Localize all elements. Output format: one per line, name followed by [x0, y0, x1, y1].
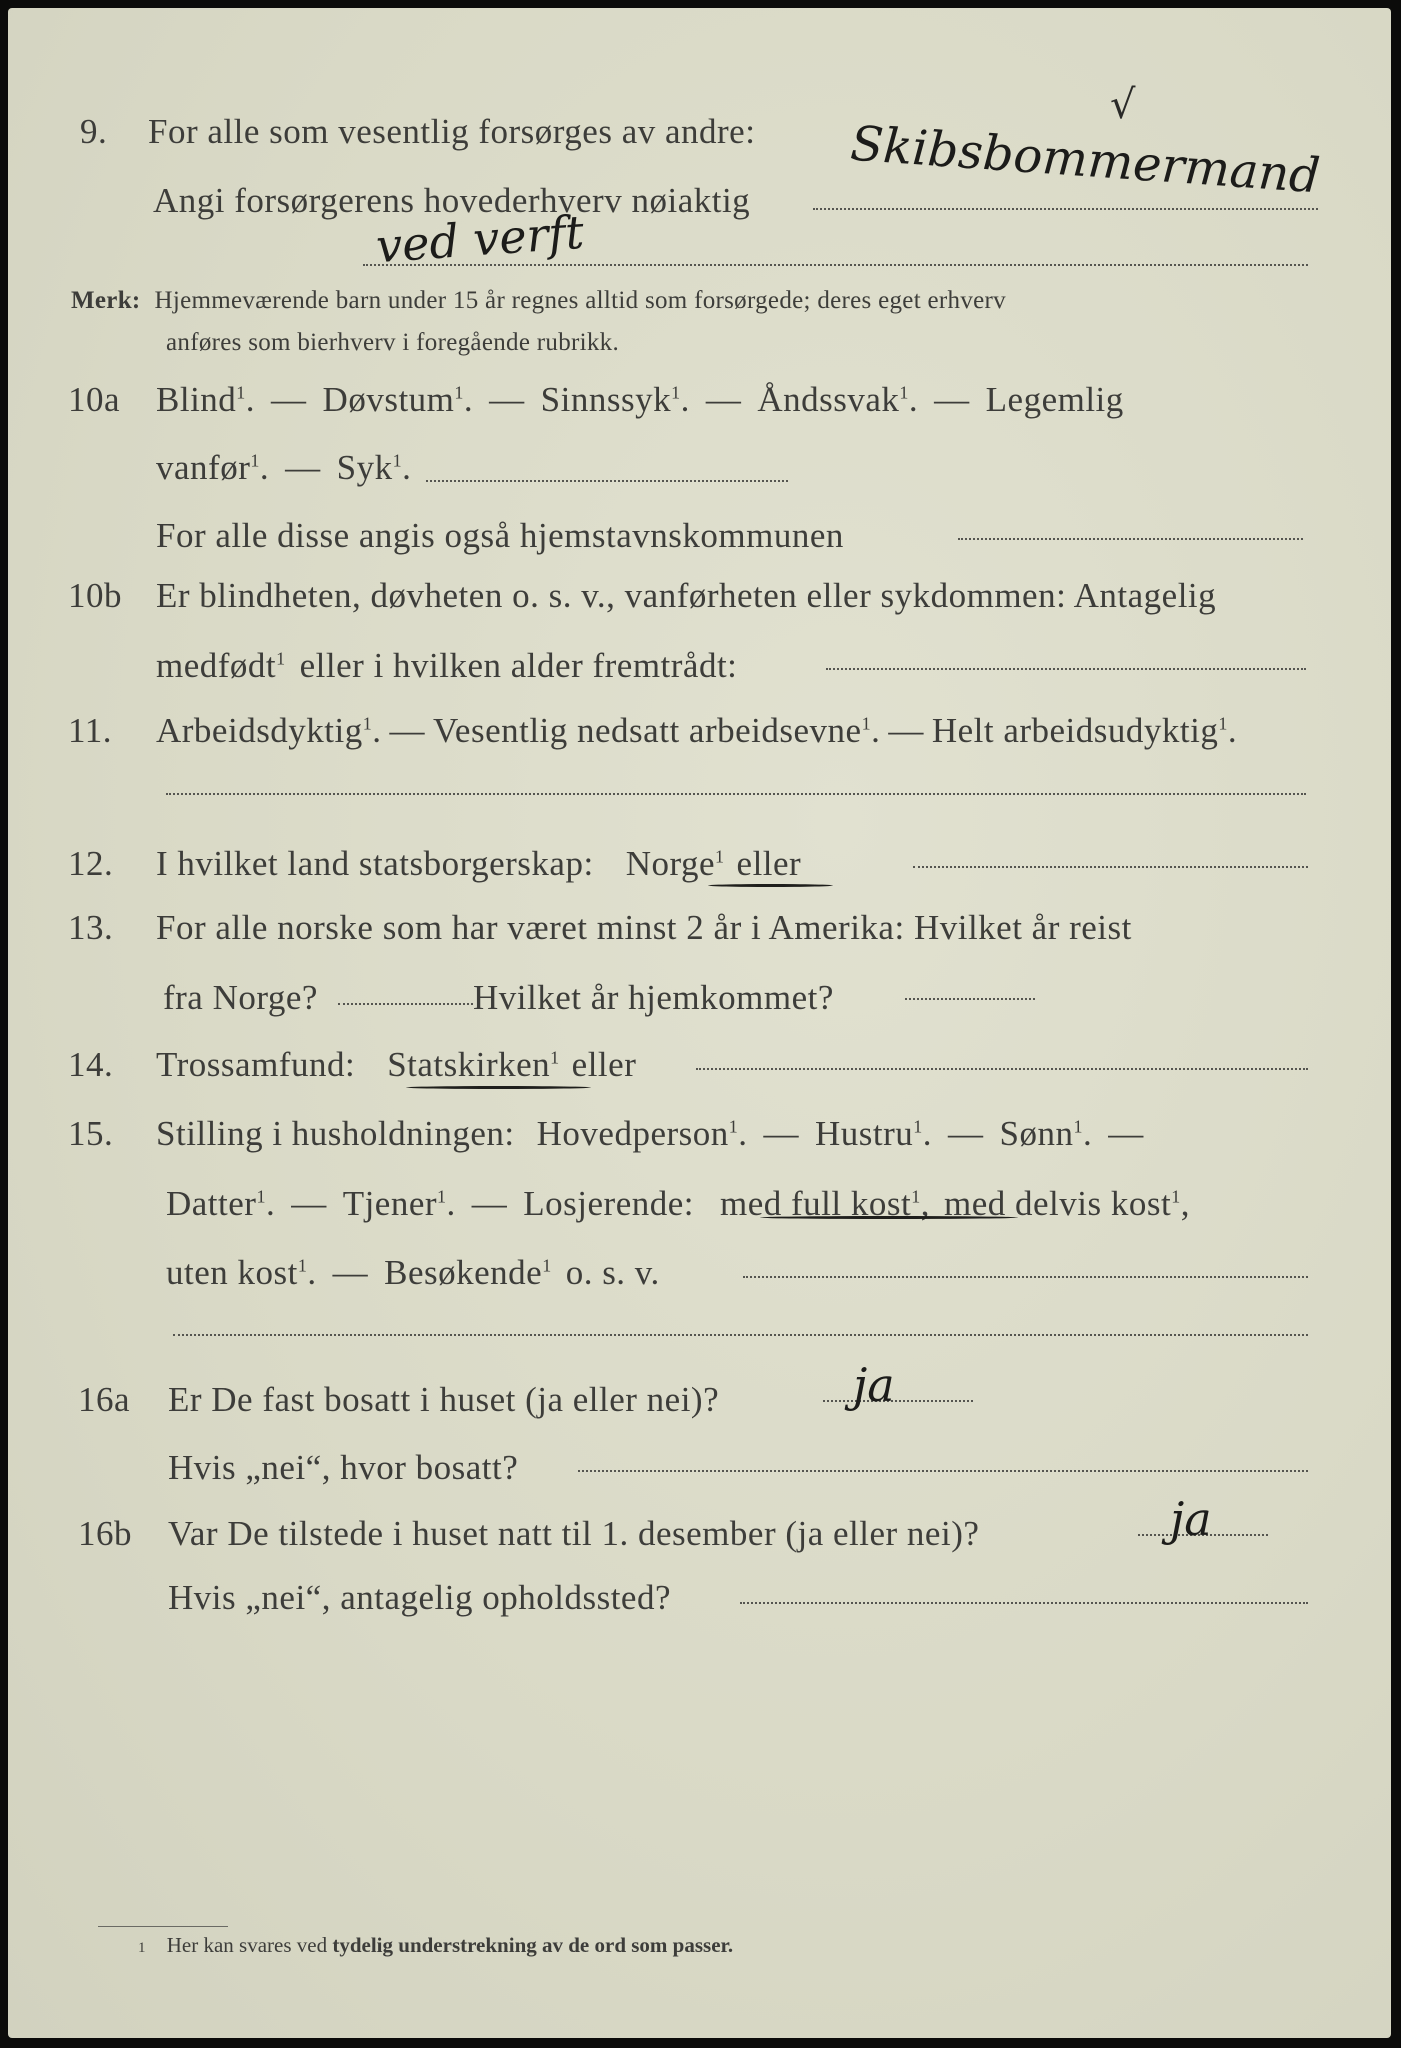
q12-line: 12. I hvilket land statsborgerskap: Norge$^1$ eller [68, 844, 802, 883]
merk-text-2: anføres som bierhverv i foregående rubrikk. [166, 329, 620, 356]
opt-datter: Datter$^1$. [166, 1184, 276, 1223]
q16b-handwritten-answer[interactable]: ja [1170, 1492, 1212, 1546]
q16a-answer-line-1 [823, 1400, 973, 1402]
opt-statskirken: Statskirken$^1$ [387, 1045, 560, 1084]
opt-hustru: Hustru$^1$. [815, 1114, 933, 1153]
q9-handwritten-answer-2[interactable]: ved verft [374, 204, 586, 274]
opt-udyktig: Helt arbeidsudyktig$^1$. [931, 711, 1238, 750]
opt-norge: Norge$^1$ [625, 844, 725, 883]
opt-nedsatt: Vesentlig nedsatt arbeidsevne$^1$. [433, 711, 881, 750]
opt-syk: Syk$^1$. [336, 448, 412, 487]
merk-label: Merk: [71, 287, 141, 314]
q10b-line2: medfødt$^1$ eller i hvilken alder fremtrådt: [156, 646, 738, 685]
q16b-line2: Hvis „nei“, antagelig opholdssted? [168, 1578, 671, 1617]
q10b-line1: 10b Er blindheten, døvheten o. s. v., vanførheten eller sykdommen: Antagelig [68, 576, 1217, 615]
statskirken-underline [406, 1086, 591, 1089]
q9-handwritten-answer-1[interactable]: Skibsbommermand [848, 115, 1322, 205]
q9-question: For alle som vesentlig forsørges av andre: [148, 112, 756, 151]
merk-text-1: Hjemmeværende barn under 15 år regnes alltid som forsørgede; deres eget erhverv [154, 287, 1006, 314]
opt-arbeidsdyktig: Arbeidsdyktig$^1$. [156, 711, 382, 750]
opt-full-kost: med full kost$^1$, [720, 1184, 930, 1223]
opt-delvis-kost: med delvis kost$^1$, [943, 1184, 1190, 1223]
footnote: 1 Her kan svares ved tydelig understrekning av de ord som passer. [138, 1933, 734, 1957]
q10b-answer-line [826, 668, 1306, 670]
opt-blind: Blind$^1$. [156, 380, 256, 419]
q16b-line1: 16b Var De tilstede i huset natt til 1. desember (ja eller nei)? [78, 1514, 980, 1553]
check-mark: √ [1110, 82, 1136, 128]
q10a-line2: vanfør$^1$. — Syk$^1$. [156, 448, 412, 487]
norge-underline [708, 884, 833, 887]
q11-answer-line [166, 793, 1306, 795]
q10a-answer-line-2 [958, 538, 1303, 540]
q13-answer-line-2 [905, 998, 1035, 1000]
opt-besokende: Besøkende$^1$ [384, 1253, 552, 1292]
q10a-line1: 10a Blind$^1$. — Døvstum$^1$. — Sinnssyk$^1$. — Åndssvak$^1$. — Legemlig [68, 380, 1124, 419]
opt-dovstum: Døvstum$^1$. [322, 380, 474, 419]
opt-legemlig: Legemlig [985, 380, 1124, 419]
q15-answer-line-2 [173, 1334, 1308, 1336]
q15-line1: 15. Stilling i husholdningen: Hovedperson$^1$. — Hustru$^1$. — Sønn$^1$. — [68, 1114, 1144, 1153]
merk-note [71, 280, 1321, 364]
opt-uten-kost: uten kost$^1$. [166, 1253, 317, 1292]
opt-vanfor: vanfør$^1$. [156, 448, 270, 487]
q15-answer-line-1 [743, 1276, 1308, 1278]
opt-hovedperson: Hovedperson$^1$. [536, 1114, 748, 1153]
q15-line2: Datter$^1$. — Tjener$^1$. — Losjerende: med full kost$^1$, med delvis kost$^1$, [166, 1184, 1190, 1223]
q10a-line3: For alle disse angis også hjemstavnskommunen [156, 516, 844, 555]
q16a-line2: Hvis „nei“, hvor bosatt? [168, 1448, 519, 1487]
full-kost-underline [760, 1216, 1018, 1219]
census-form-page [8, 8, 1391, 2038]
opt-medfodt: medfødt$^1$ [156, 646, 286, 685]
q16a-line1: 16a Er De fast bosatt i huset (ja eller nei)? [78, 1380, 720, 1419]
q13-line2: fra Norge? Hvilket år hjemkommet? [163, 978, 834, 1017]
opt-andssvak: Åndssvak$^1$. [757, 380, 919, 419]
opt-sinnssyk: Sinnssyk$^1$. [540, 380, 690, 419]
q16a-handwritten-answer[interactable]: ja [853, 1358, 895, 1412]
q13-answer-line-1 [338, 1003, 473, 1005]
q9-answer-line-1 [813, 208, 1318, 210]
q16a-answer-line-2 [578, 1470, 1308, 1472]
q16b-answer-line-2 [740, 1602, 1308, 1604]
footnote-rule [98, 1926, 228, 1927]
q12-answer-line [913, 866, 1308, 868]
q9-question-2: Angi forsørgerens hovederhverv nøiaktig [153, 181, 751, 220]
q15-line3: uten kost$^1$. — Besøkende$^1$ o. s. v. [166, 1253, 660, 1292]
q10a-answer-line-1 [426, 480, 788, 482]
q14-answer-line [696, 1068, 1308, 1070]
q13-line1: 13. For alle norske som har været minst 2 år i Amerika: Hvilket år reist [68, 908, 1132, 947]
opt-sonn: Sønn$^1$. [999, 1114, 1093, 1153]
q9-line1: 9. For alle som vesentlig forsørges av andre: [80, 112, 756, 151]
q11-line1: 11. Arbeidsdyktig$^1$. — Vesentlig nedsatt arbeidsevne$^1$. — Helt arbeidsudyktig$^1$. [68, 711, 1238, 750]
opt-tjener: Tjener$^1$. [342, 1184, 456, 1223]
q14-line: 14. Trossamfund: Statskirken$^1$ eller [68, 1045, 637, 1084]
